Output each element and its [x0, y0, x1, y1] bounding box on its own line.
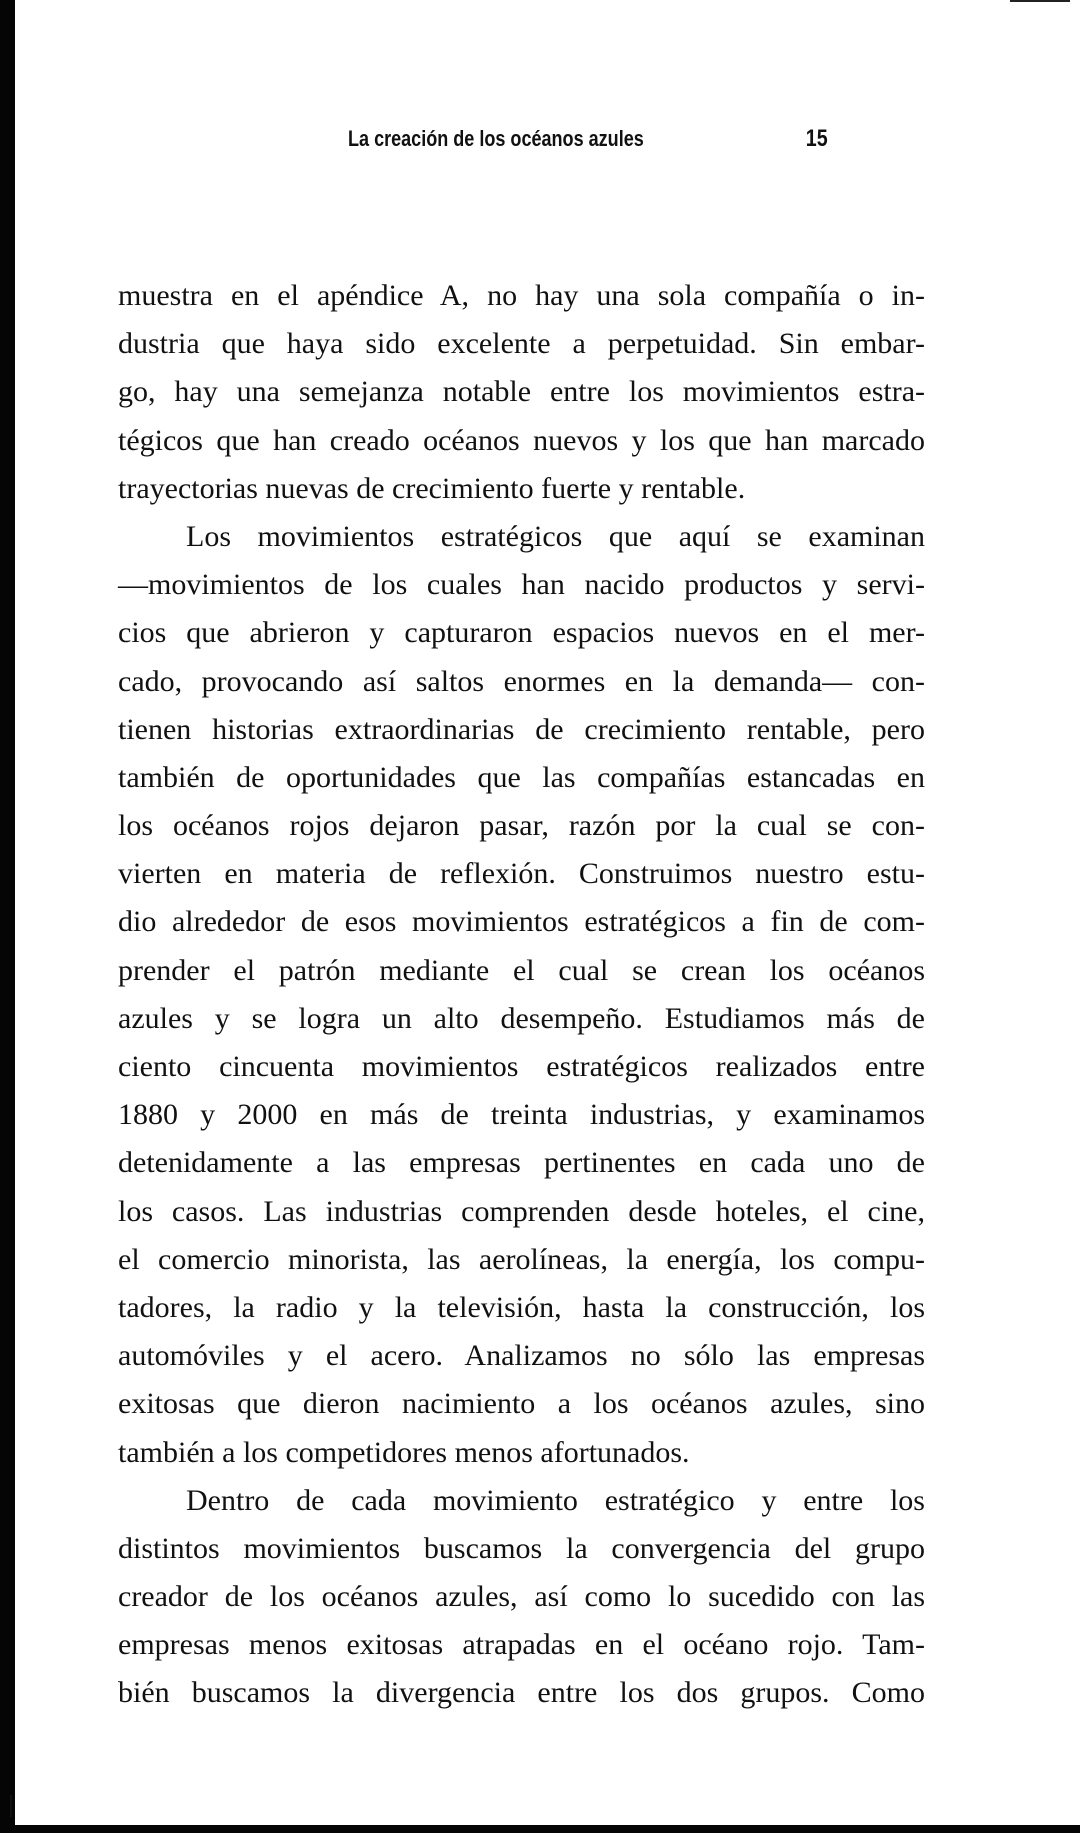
text-line: empresas menos exitosas atrapadas en el océano rojo. Tam- [118, 1628, 925, 1662]
text-line: el comercio minorista, las aerolíneas, la energía, los compu- [118, 1242, 925, 1276]
page-number: 15 [805, 125, 828, 152]
text-line: prender el patrón mediante el cual se crean los océanos [118, 953, 925, 987]
text-line: muestra en el apéndice A, no hay una sola compañía o in- [118, 279, 925, 312]
text-line: trayectorias nuevas de crecimiento fuerte y rentable. [118, 471, 746, 505]
scan-edge-left [0, 0, 15, 1833]
text-line: ciento cincuenta movimientos estratégicos realizados entre [118, 1050, 925, 1083]
text-line: go, hay una semejanza notable entre los movimientos estra- [118, 375, 925, 409]
text-line: —movimientos de los cuales han nacido productos y servi- [118, 568, 925, 602]
text-line: cado, provocando así saltos enormes en la demanda— con- [118, 664, 925, 698]
text-line: 1880 y 2000 en más de treinta industrias, y examinamos [118, 1098, 925, 1132]
text-line: Los movimientos estratégicos que aquí se examinan [186, 519, 925, 553]
text-line: también de oportunidades que las compañías estancadas en [118, 760, 925, 794]
paragraph [118, 272, 925, 513]
text-line: azules y se logra un alto desempeño. Estudiamos más de [118, 1001, 925, 1035]
running-header [348, 122, 828, 156]
text-line: los océanos rojos dejaron pasar, razón por la cual se con- [118, 809, 925, 843]
text-line: dio alrededor de esos movimientos estratégicos a fin de com- [118, 905, 925, 939]
text-line: distintos movimientos buscamos la convergencia del grupo [118, 1531, 925, 1565]
text-line: Dentro de cada movimiento estratégico y entre los [186, 1483, 925, 1517]
scan-mark [10, 1795, 12, 1817]
text-line: automóviles y el acero. Analizamos no sólo las empresas [118, 1339, 925, 1373]
text-line: dustria que haya sido excelente a perpetuidad. Sin embar- [118, 327, 925, 361]
text-line: vierten en materia de reflexión. Construimos nuestro estu- [118, 857, 925, 891]
scan-mark [1010, 0, 1070, 6]
page-body [118, 272, 925, 1718]
text-line: tégicos que han creado océanos nuevos y los que han marcado [118, 423, 925, 457]
chapter-title: La creación de los océanos azules [348, 126, 644, 151]
text-line: cios que abrieron y capturaron espacios nuevos en el mer- [118, 616, 925, 650]
scan-edge-bottom [0, 1825, 1080, 1833]
paragraph [118, 1477, 925, 1718]
text-line: detenidamente a las empresas pertinentes en cada uno de [118, 1146, 925, 1180]
text-line: tienen historias extraordinarias de crecimiento rentable, pero [118, 712, 925, 746]
text-line: bién buscamos la divergencia entre los dos grupos. Como [118, 1676, 925, 1710]
text-line: tadores, la radio y la televisión, hasta la construcción, los [118, 1290, 925, 1324]
text-line: exitosas que dieron nacimiento a los océanos azules, sino [118, 1387, 925, 1421]
text-line: los casos. Las industrias comprenden desde hoteles, el cine, [118, 1194, 925, 1228]
text-line: creador de los océanos azules, así como lo sucedido con las [118, 1580, 925, 1614]
text-line: también a los competidores menos afortunados. [118, 1435, 690, 1469]
paragraph [118, 513, 925, 1477]
